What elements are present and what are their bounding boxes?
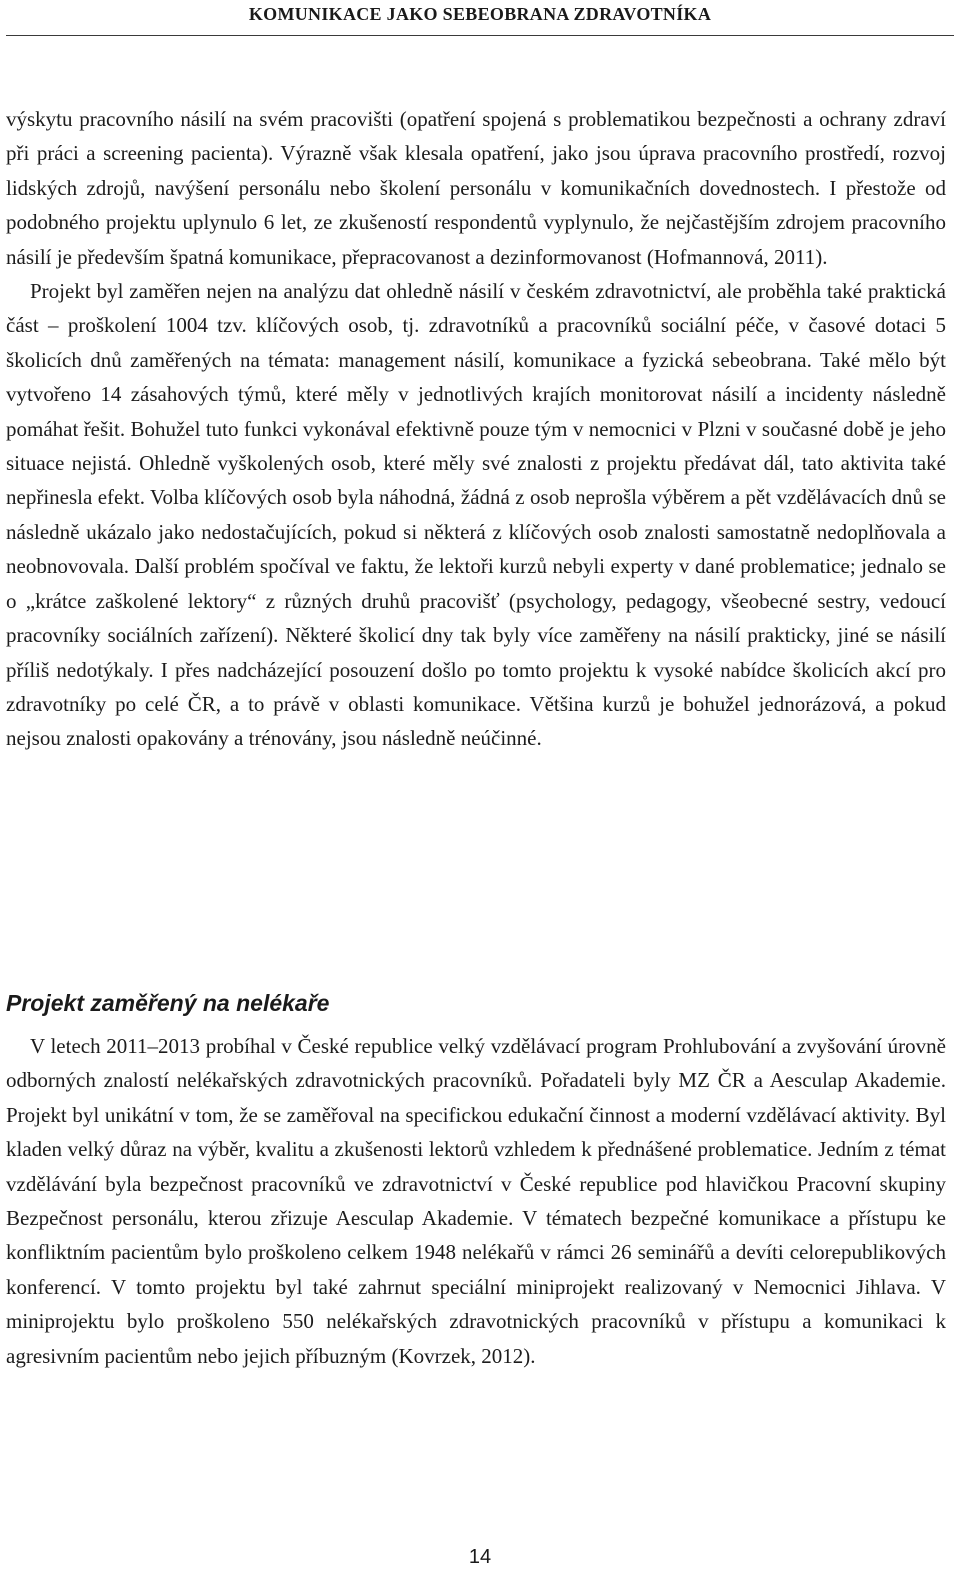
section-heading: Projekt zaměřený na nelékaře — [6, 990, 330, 1016]
header-divider — [6, 35, 954, 36]
body-text-block — [6, 102, 946, 756]
paragraph-nonphysician-project: V letech 2011–2013 probíhal v České republice velký vzdělávací program Prohlubování a zvyšování úrovně odborných znalostí nelékařských zdravotnických pracovníků. Pořadateli byly MZ ČR a Aesculap Akademie. Projekt byl unikátní v tom, že se zaměřoval na specifickou edukační činnost a moderní vzdělávací aktivity. Byl kladen velký důraz na výběr, kvalitu a zkušenosti lektorů vzhledem k přednášené problematice. Jedním z témat vzdělávání byla bezpečnost pracovníků ve zdravotnictví v České republice pod hlavičkou Pracovní skupiny Bezpečnost personálu, kterou zřizuje Aesculap Akademie. V tématech bezpečné komunikace a přístupu ke konfliktním pacientům bylo proškoleno celkem 1948 nelékařů v rámci 26 seminářů a devíti celorepublikových konferencí. V tomto projektu byl také zahrnut speciální miniprojekt realizovaný v Nemocnici Jihlava. V miniprojektu bylo proškoleno 550 nelékařských zdravotnických pracovníků v přístupu a komunikaci k agresivním pacientům nebo jejich příbuzným (Kovrzek, 2012). — [6, 1034, 946, 1368]
paragraph-project-analysis: Projekt byl zaměřen nejen na analýzu dat ohledně násilí v českém zdravotnictví, ale proběhla také praktická část – proškolení 1004 tzv. klíčových osob, tj. zdravotníků a pracovníků sociální péče, v časové dotaci 5 školicích dnů zaměřených na témata: management násilí, komunikace a fyzická sebeobrana. Také mělo být vytvořeno 14 zásahových týmů, které měly v jednotlivých krajích monitorovat násilí a incidenty následně pomáhat řešit. Bohužel tuto funkci vykonával efektivně pouze tým v nemocnici v Plzni v současné době je jeho situace nejistá. Ohledně vyškolených osob, které měly své znalosti z projektu předávat dál, tato aktivita také nepřinesla efekt. Volba klíčových osob byla náhodná, žádná z osob neprošla výběrem a pět vzdělávacích dnů se následně ukázalo jako nedostačujících, pokud si některá z klíčových osob znalosti samostatně nedoplňovala a neobnovovala. Další problém spočíval ve faktu, že lektoři kurzů nebyli experty v dané problematice; jednalo se o „krátce zaškolené lektory“ z různých druhů pracovišť (psychology, pedagogy, všeobecné sestry, vedoucí pracovníky sociálních zařízení). Některé školicí dny tak byly více zaměřeny na násilí prakticky, jiné se násilí příliš nedotýkaly. I přes nadcházející posouzení došlo po tomto projektu k vysoké nabídce školicích akcí pro zdravotníky po celé ČR, a to právě v oblasti komunikace. Většina kurzů je bohužel jednorázová, a pokud nejsou znalosti opakovány a trénovány, jsou následně neúčinné. — [6, 279, 946, 751]
page-number: 14 — [468, 1546, 492, 1568]
body-text-block-2 — [6, 1029, 946, 1373]
running-header: KOMUNIKACE JAKO SEBEOBRANA ZDRAVOTNÍKA — [248, 4, 712, 24]
paragraph-continuation: výskytu pracovního násilí na svém pracovišti (opatření spojená s problematikou bezpečnosti a ochrany zdraví při práci a screening pacienta). Výrazně však klesala opatření, jako jsou úprava pracovního prostředí, rozvoj lidských zdrojů, navýšení personálu nebo školení personálu v komunikačních dovednostech. I přestože od podobného projektu uplynulo 6 let, ze zkušeností respondentů vyplynulo, že nejčastějším zdrojem pracovního násilí je především špatná komunikace, přepracovanost a dezinformovanost (Hofmannová, 2011). — [6, 107, 946, 269]
